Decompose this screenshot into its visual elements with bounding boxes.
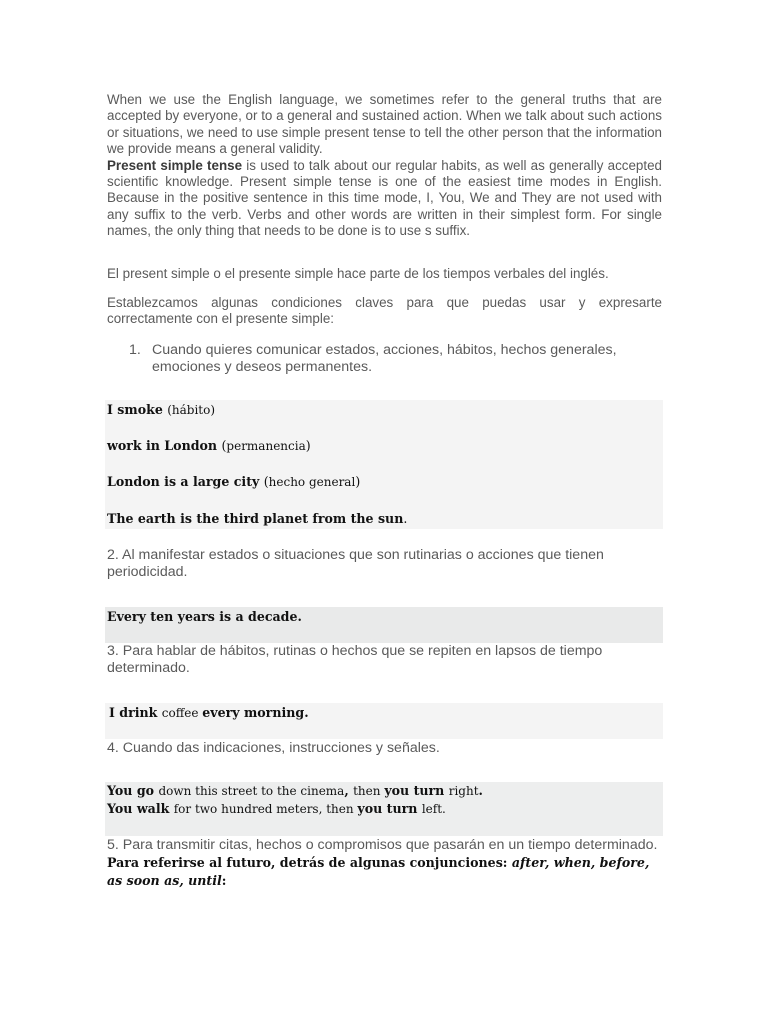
- intro-paragraph: [107, 92, 662, 240]
- section-5-text: 5. Para transmitir citas, hechos o compromisos que pasarán en un tiempo determinado.: [107, 837, 658, 853]
- example-line: I drink coffee every morning.: [109, 705, 309, 720]
- examples-box-4: [105, 782, 663, 836]
- examples-box-1: [105, 400, 663, 529]
- example-line: You walk for two hundred meters, then you turn left.: [107, 801, 446, 816]
- example-line: The earth is the third planet from the sun.: [107, 511, 408, 526]
- example-line: London is a large city (hecho general): [107, 474, 361, 489]
- examples-box-2: [105, 607, 663, 643]
- examples-box-3: [105, 703, 663, 739]
- spanish-conditions-line: Establezcamos algunas condiciones claves para que puedas usar y expresarte correctamente con el presente simple:: [107, 295, 662, 327]
- intro-text-1: When we use the English language, we sometimes refer to the general truths that are accepted by everyone, or to a general and sustained action. When we talk about such actions or situations, we need to use simple present tense to tell the other person that the information we provide means a general validity.: [107, 92, 662, 157]
- list-item-1: [129, 342, 659, 376]
- present-simple-term: Present simple tense: [107, 157, 243, 173]
- section-2-heading: 2. Al manifestar estados o situaciones que son rutinarias o acciones que tienen periodicidad.: [107, 547, 604, 581]
- section-4-heading: 4. Cuando das indicaciones, instrucciones y señales.: [107, 740, 440, 756]
- section-5-note: Para referirse al futuro, detrás de algunas conjunciones: after, when, before, as soon as, until:: [107, 855, 650, 889]
- intro-text-2: is used to talk about our regular habits, as well as generally accepted scientific knowledge. Present simple tense is one of the easiest time modes in English. Because in the positive sentence in this time mode, I, You, We and They are not used with any suffix to the verb. Verbs and other words are written in their simplest form. For single names, the only thing that needs to be done is to use s suffix.: [107, 157, 662, 239]
- example-line: work in London (permanencia): [107, 438, 311, 453]
- example-line: I smoke (hábito): [107, 402, 216, 417]
- example-line: Every ten years is a decade.: [107, 609, 302, 624]
- spanish-intro-line: El present simple o el presente simple hace parte de los tiempos verbales del inglés.: [107, 266, 609, 281]
- example-line: You go down this street to the cinema, then you turn right.: [107, 783, 483, 798]
- list-item-text: Cuando quieres comunicar estados, acciones, hábitos, hechos generales, emociones y deseos permanentes.: [152, 342, 617, 376]
- section-3-heading: 3. Para hablar de hábitos, rutinas o hechos que se repiten en lapsos de tiempo determinado.: [107, 643, 603, 677]
- list-item-number: 1.: [129, 342, 141, 358]
- section-5-heading: [107, 837, 662, 891]
